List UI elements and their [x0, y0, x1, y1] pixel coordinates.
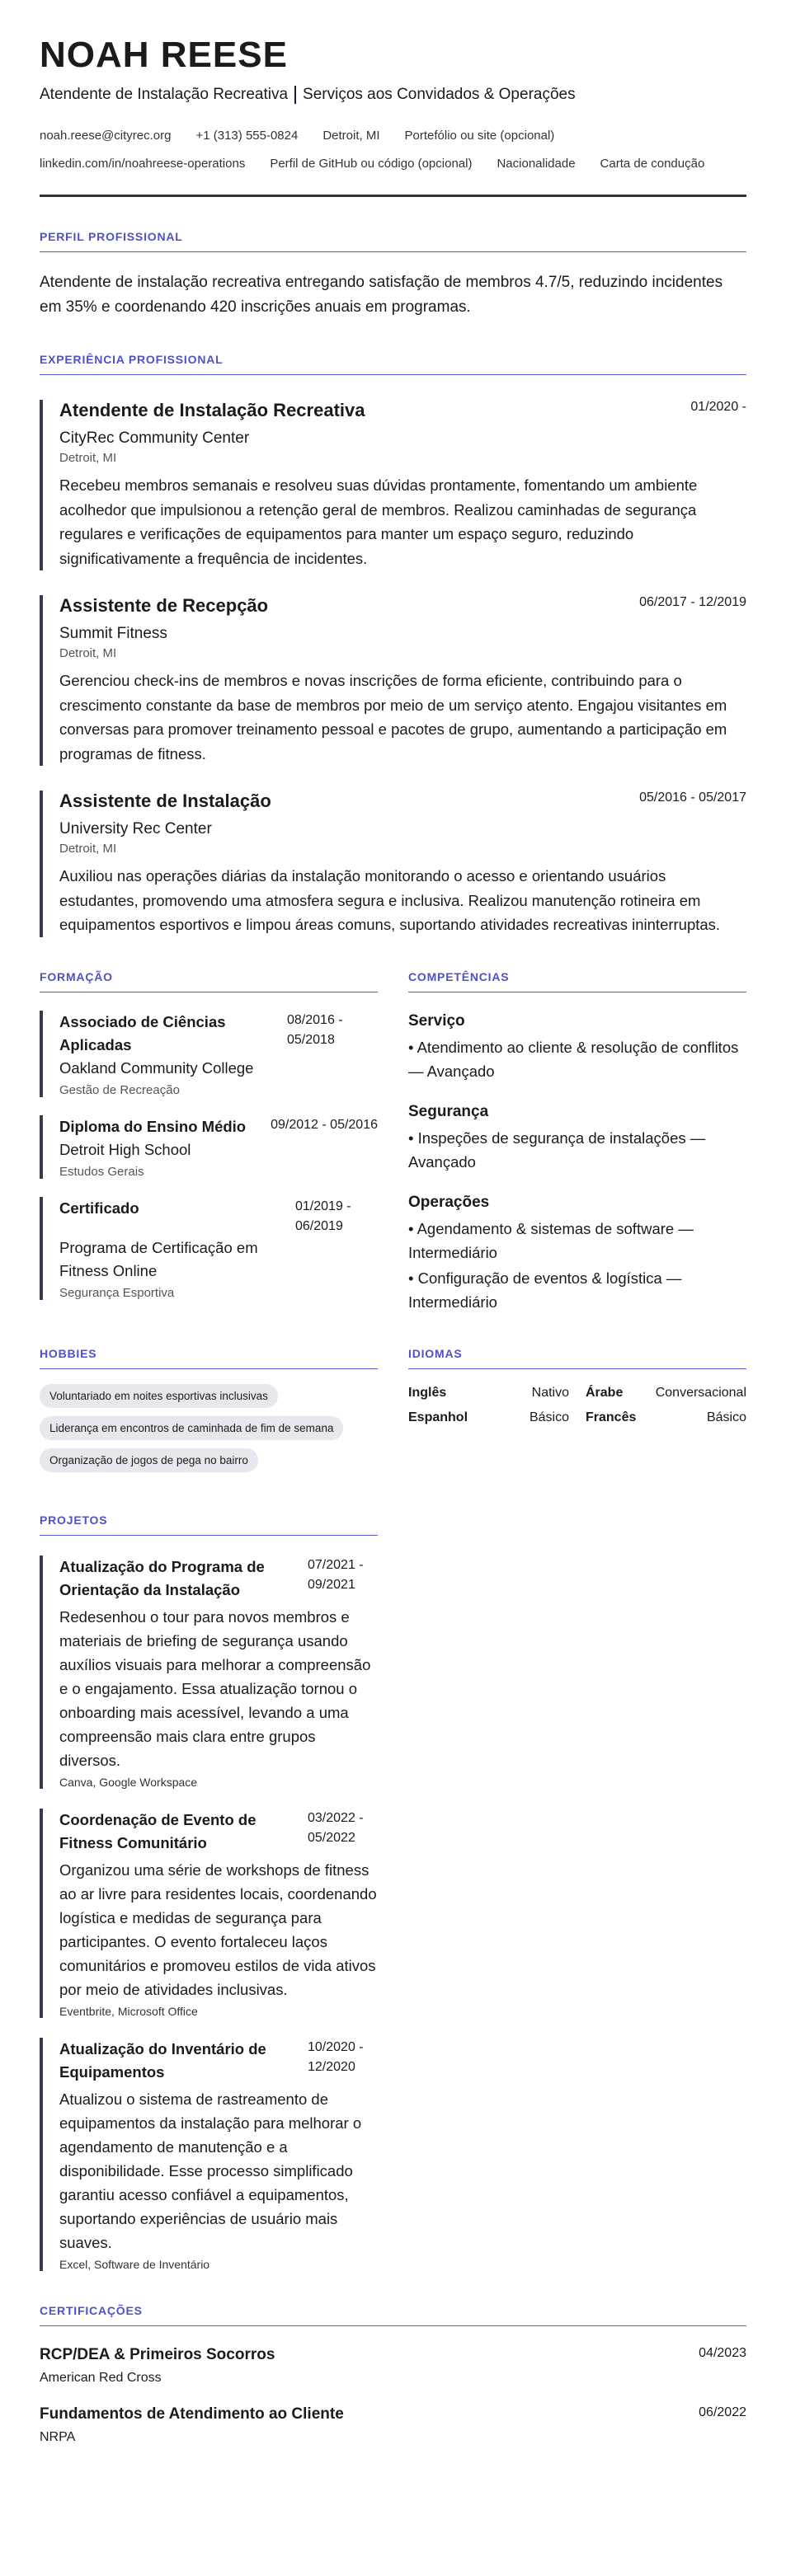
certification-entry — [40, 2346, 746, 2386]
job-company: Summit Fitness — [59, 625, 167, 643]
language-name: Francês — [586, 1410, 637, 1424]
contact-portfolio[interactable]: Portefólio ou site (opcional) — [404, 129, 555, 143]
education-degree: Diploma do Ensino Médio — [59, 1117, 247, 1135]
education-entry — [40, 1197, 378, 1300]
job-description: Auxiliou nas operações diárias da instalação monitorando o acesso e orientando usuários estudantes, promovendo uma atmosfera segura e inclusiva. Realizou manutenção rotineira em equipamentos esportivos e limpou áreas comuns, suportando atividades recreativas ininterruptas. — [59, 867, 721, 934]
certification-issuer: NRPA — [40, 2429, 76, 2444]
certification-name: RCP/DEA & Primeiros Socorros — [40, 2345, 275, 2363]
hobby-tag: Organização de jogos de pega no bairro — [40, 1448, 258, 1472]
job-title: Atendente de Instalação Recreativa — [59, 400, 365, 421]
contact-nationality: Nacionalidade — [497, 157, 576, 171]
hobbies-languages-row — [40, 1314, 746, 1480]
candidate-name: NOAH REESE — [40, 35, 288, 75]
job-entry — [40, 595, 746, 766]
section-title-education: FORMAÇÃO — [40, 970, 378, 992]
project-date: 10/2020 - 12/2020 — [308, 2039, 364, 2074]
job-date: 01/2020 - — [690, 400, 746, 415]
job-title: Assistente de Recepção — [59, 595, 269, 617]
skill-item: • Atendimento ao cliente & resolução de conflitos — Avançado — [408, 1038, 739, 1080]
skill-item: • Inspeções de segurança de instalações — Avançado — [408, 1128, 706, 1171]
section-title-languages: IDIOMAS — [408, 1347, 746, 1369]
job-date: 05/2016 - 05/2017 — [639, 791, 746, 805]
education-date: 01/2019 - 06/2019 — [295, 1199, 351, 1233]
job-title: Assistente de Instalação — [59, 791, 271, 812]
skill-category: Segurança — [408, 1102, 489, 1120]
project-title: Atualização do Programa de Orientação da Instalação — [59, 1557, 265, 1598]
language-level: Básico — [706, 1410, 746, 1424]
project-title: Coordenação de Evento de Fitness Comunitário — [59, 1810, 257, 1851]
project-description: Redesenhou o tour para novos membros e materiais de briefing de segurança usando auxílios visuais para melhorar a compreensão e o engajamento. Essa atualização tornou o onboarding mais acessível, levando a uma compreensão mais clara entre grupos diversos. — [59, 1607, 371, 1769]
project-tech: Canva, Google Workspace — [59, 1775, 198, 1789]
language-entry — [586, 1410, 746, 1425]
contact-email[interactable]: noah.reese@cityrec.org — [40, 129, 172, 143]
project-date: 03/2022 - 05/2022 — [308, 1810, 364, 1845]
certification-entry — [40, 2405, 746, 2445]
hobby-tag: Liderança em encontros de caminhada de fim de semana — [40, 1416, 343, 1440]
projects-column — [40, 1513, 378, 2271]
education-column — [40, 937, 378, 1314]
education-school: Oakland Community College — [59, 1058, 254, 1077]
skill-item: • Agendamento & sistemas de software — Intermediário — [408, 1219, 694, 1261]
hobby-tag: Voluntariado em noites esportivas inclusivas — [40, 1384, 278, 1408]
project-description: Organizou uma série de workshops de fitness ao ar livre para residentes locais, coordenando logística e medidas de segurança para participantes. O evento fortaleceu laços comunitários e promoveu estilos de vida ativos por meio de atividades inclusivas. — [59, 1860, 377, 1998]
section-title-summary: PERFIL PROFISSIONAL — [40, 230, 746, 252]
skills-column — [408, 937, 746, 1314]
contact-linkedin[interactable]: linkedin.com/in/noahreese-operations — [40, 157, 246, 171]
education-school: Programa de Certificação em Fitness Online — [59, 1238, 258, 1279]
header-divider — [40, 195, 746, 197]
headline-separator — [294, 86, 296, 104]
project-entry — [40, 2038, 378, 2271]
education-skills-row — [40, 937, 746, 1314]
language-grid — [408, 1386, 746, 1425]
section-title-hobbies: HOBBIES — [40, 1347, 378, 1369]
education-entry — [40, 1115, 378, 1179]
language-level: Conversacional — [655, 1385, 746, 1400]
education-field: Segurança Esportiva — [59, 1285, 175, 1300]
headline-focus: Serviços aos Convidados & Operações — [303, 86, 576, 104]
job-company: CityRec Community Center — [59, 429, 250, 448]
job-location: Detroit, MI — [59, 842, 117, 856]
project-entry — [40, 1809, 378, 2018]
language-name: Espanhol — [408, 1410, 468, 1424]
education-degree: Associado de Ciências Aplicadas — [59, 1012, 226, 1053]
language-level: Nativo — [531, 1385, 569, 1400]
certification-date: 04/2023 — [699, 2345, 746, 2360]
contact-list — [40, 122, 746, 178]
languages-column — [408, 1314, 746, 1480]
education-date: 09/2012 - 05/2016 — [271, 1117, 378, 1132]
skill-item: • Configuração de eventos & logística — Intermediário — [408, 1269, 682, 1311]
summary-text: Atendente de instalação recreativa entregando satisfação de membros 4.7/5, reduzindo incidentes em 35% e coordenando 420 inscrições anuais em programas. — [40, 274, 723, 317]
job-location: Detroit, MI — [59, 451, 117, 466]
section-title-experience: EXPERIÊNCIA PROFISSIONAL — [40, 353, 746, 375]
job-company: University Rec Center — [59, 820, 212, 838]
education-date: 08/2016 - 05/2018 — [287, 1012, 343, 1047]
headline-role: Atendente de Instalação Recreativa — [40, 86, 289, 104]
project-entry — [40, 1555, 378, 1789]
headline — [40, 86, 746, 104]
language-name: Árabe — [586, 1385, 624, 1400]
job-location: Detroit, MI — [59, 646, 117, 661]
certification-issuer: American Red Cross — [40, 2370, 162, 2385]
job-description: Gerenciou check-ins de membros e novas inscrições de forma eficiente, contribuindo para o crescimento constante da base de membros por meio de um serviço atento. Engajou visitantes em conversas para promover treinamento pessoal e pacotes de grupo, aumentando a participação em programas de fitness. — [59, 672, 727, 762]
section-title-projects: PROJETOS — [40, 1513, 378, 1536]
education-entry — [40, 1011, 378, 1097]
project-tech: Eventbrite, Microsoft Office — [59, 2004, 198, 2018]
job-date: 06/2017 - 12/2019 — [639, 595, 746, 610]
language-level: Básico — [529, 1410, 569, 1424]
job-entry — [40, 400, 746, 570]
contact-driving-license: Carta de condução — [600, 157, 705, 171]
certification-name: Fundamentos de Atendimento ao Cliente — [40, 2405, 344, 2423]
section-title-skills: COMPETÊNCIAS — [408, 970, 746, 992]
language-entry — [408, 1410, 569, 1425]
hobby-tags — [40, 1384, 378, 1480]
language-entry — [408, 1386, 569, 1401]
skill-category: Operações — [408, 1193, 490, 1211]
job-description: Recebeu membros semanais e resolveu suas dúvidas prontamente, fomentando um ambiente acolhedor que impulsionou a retenção geral de membros. Realizou caminhadas de segurança regulares e verificações de equipamentos para manter um espaço seguro, reduzindo significativamente a frequência de incidentes. — [59, 476, 698, 567]
education-school: Detroit High School — [59, 1140, 191, 1158]
project-tech: Excel, Software de Inventário — [59, 2257, 210, 2271]
language-name: Inglês — [408, 1385, 447, 1400]
contact-location: Detroit, MI — [322, 129, 380, 143]
project-date: 07/2021 - 09/2021 — [308, 1557, 364, 1592]
section-title-certifications: CERTIFICAÇÕES — [40, 2304, 746, 2326]
certification-date: 06/2022 — [699, 2405, 746, 2419]
hobbies-column — [40, 1314, 378, 1480]
project-description: Atualizou o sistema de rastreamento de equipamentos da instalação para melhorar o agendamento de manutenção e a disponibilidade. Esse processo simplificado garantiu acesso confiável a equipamentos, suportando experiências de usuário mais suaves. — [59, 2090, 362, 2251]
education-field: Gestão de Recreação — [59, 1082, 180, 1097]
education-degree: Certificado — [59, 1199, 139, 1217]
project-title: Atualização do Inventário de Equipamentos — [59, 2039, 266, 2081]
contact-github[interactable]: Perfil de GitHub ou código (opcional) — [270, 157, 473, 171]
job-entry — [40, 791, 746, 937]
education-field: Estudos Gerais — [59, 1164, 144, 1179]
language-entry — [586, 1386, 746, 1401]
contact-phone[interactable]: +1 (313) 555-0824 — [195, 129, 299, 143]
skill-category: Serviço — [408, 1011, 465, 1030]
